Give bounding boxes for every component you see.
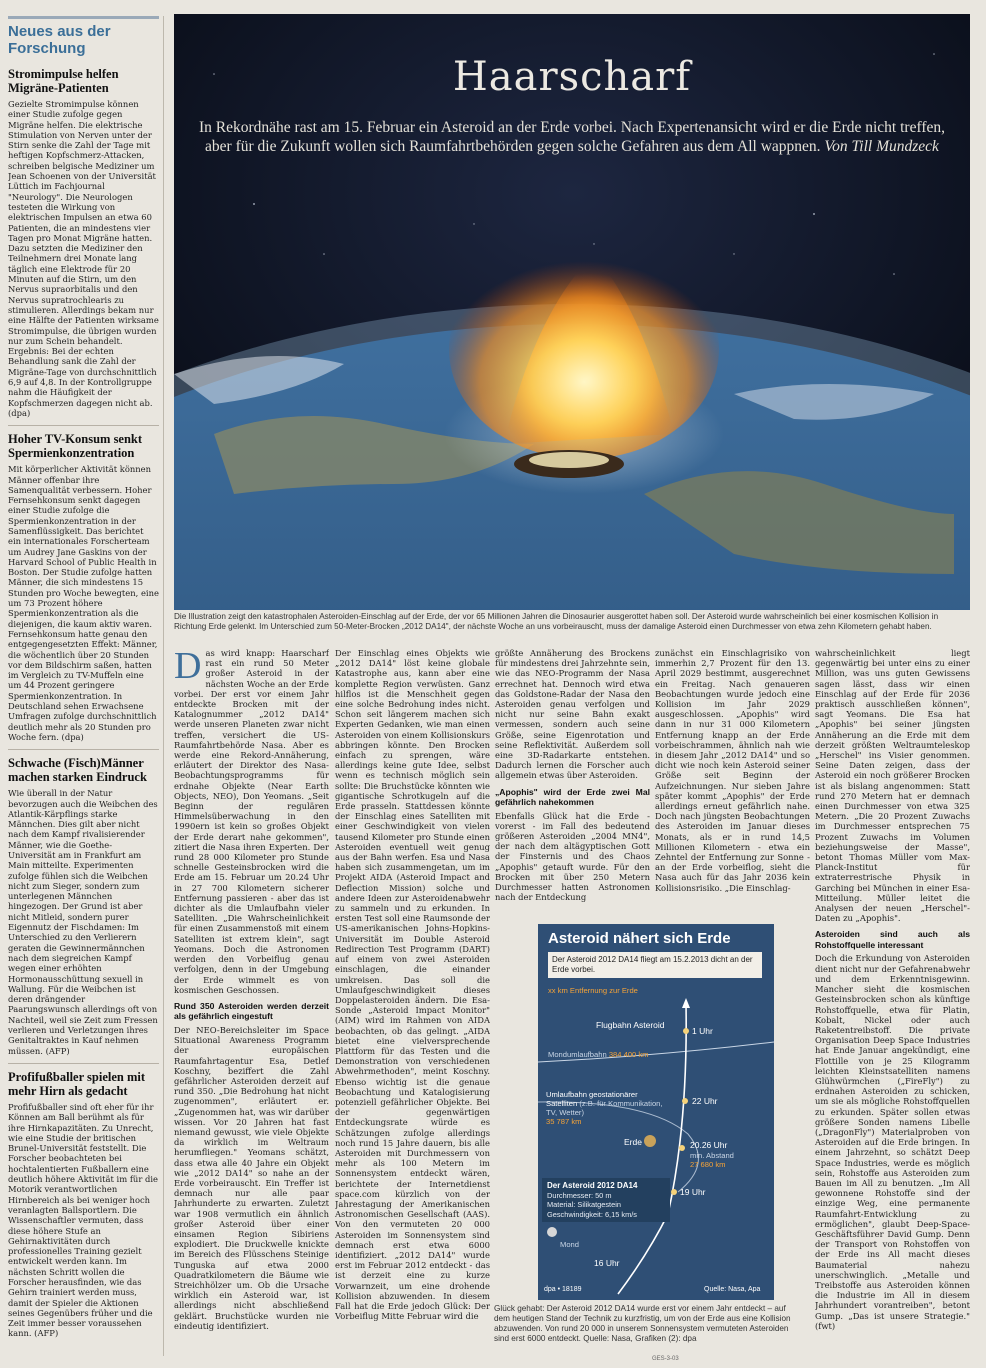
min-distance-value: 27 680 km [690, 1160, 726, 1169]
sidebar-article [8, 432, 159, 742]
facts-row [547, 1210, 665, 1220]
moon-label: Mond [560, 1240, 579, 1249]
facts-value: 6,15 km/s [604, 1209, 637, 1219]
geo-orbit-distance: 35 787 km [546, 1117, 582, 1126]
divider [8, 749, 159, 750]
time-22-uhr: 22 Uhr [692, 1096, 718, 1106]
dropcap: D [174, 648, 202, 687]
facts-key: Geschwindigkeit: [547, 1209, 603, 1219]
hero-illustration [174, 14, 970, 610]
body-text: wahrscheinlichkeit liegt gegenwärtig bei unter eins zu einer Million, was uns guten Gewissens sagen lässt, dass wir einen Einschlag auf der Erde für 2036 praktisch ausschließen können", sagt Yeomans. Die Esa hat „Apophis" bei seiner jüngsten Annäherung an die Erde mit dem derzeit größten Weltraumteleskop „Herschel" ins Visier genommen. Seine Daten zeigen, dass der Asteroid ein noch größerer Brocken ist als bislang angenommen: Statt rund 270 Metern hat er demnach einen Durchmesser von etwa 325 Metern. „Die 20 Prozent Zuwachs im Durchmesser entsprechen 75 Prozent Zuwachs im Volumen beziehungsweise der Masse", betont Thomas Müller vom Max-Planck-Institut für extraterrestrische Physik in Garching bei München in einer Esa-Mitteilung. Müller leitet die Analysen der neuen „Herschel"-Daten zu „Apophis". [815, 648, 970, 924]
body-text: Doch die Erkundung von Asteroiden dient nicht nur der Gefahrenabwehr und dem Erkenntnisgewinn. Mancher sieht die kosmischen Gesteinsbrocken schon als künftige Rohstoffquelle, etwa für Platin, Kobalt, Nickel oder auch Raketentreibstoff. Die private Organisation Deep Space Industries hat Ende Januar angekündigt, eine Flottille von je 25 Kilogramm leichten Kleinstsatelliten namens Glühwürmchen („FireFly") zu erdnahen Asteroiden zu schicken, um sie als mögliche Rohstoffquellen zu erkunden. Später sollen etwas größere Sonden namens Libelle („DragonFly") Materialproben von Asteroiden auf die Erde bringen. In einem Jahrzehnt, so schätzt Deep Space Industries, werde es möglich sein, Rohstoffe aus Asteroiden zum Bauen im All zu benutzen. „Im All gewonnene Rohstoffe sind der einzige Weg, eine permanente Raumfahrt-Entwicklung zu ermöglichen", glaubt Deep-Space-Geschäftsführer David Gump. Denn der Transport von Rohstoffen von der Erde ins All macht dieses Baumaterial nahezu unerschwinglich. „Metalle und Treibstoffe aus Asteroiden können die Industrie im All in diesem Jahrhundert vorantreiben", betont Gump. „Das ist unsere Strategie." (fwt) [815, 953, 970, 1331]
facts-value: Silikatgestein [577, 1200, 621, 1209]
graphic-id: dpa • 18189 [544, 1286, 582, 1293]
body-text: Der Einschlag eines Objekts wie „2012 DA14" löst keine globale Katastrophe aus, kann aber eine komplette Region verwüsten. Ganz hilflos ist die Menschheit gegen eine solche Bedrohung indes nicht. Schon seit längerem machen sich Experten Gedanken, wie man einen Asteroiden von einem Kollisionskurs abbringen könnte. Den Brocken einfach zu sprengen, wäre allerdings keine gute Idee, selbst wenn es technisch möglich sein sollte: Die Bruchstücke könnten wie gigantische Schrotkugeln auf die Erde prasseln. Stattdessen könnte der Einschlag eines Satelliten mit einer Geschwindigkeit von vielen tausend Kilometer pro Stunde einen Asteroiden eventuell weit genug aus der Bahn werfen. Esa und Nasa haben sich zusammengetan, um im Projekt AIDA (Asteroid Impact and Deflection Mission) solche und andere Ideen zur Asteroidenabwehr zu sammeln und zu erkunden. In ersten Test soll eine Raumsonde der US-amerikanischen Johns-Hopkins-Universität im Double Asteroid Redirection Test Programm (DART) auf einem von zwei Asteroiden einschlagen, die einander umkreisen. Das soll die Umlaufgeschwindigkeit dieses Doppelasteroiden ändern. Die Esa-Sonde „Asteroid Impact Monitor" (AIM) wird im Rahmen von AIDA beobachten, ob das gelingt. „AIDA bietet eine vielversprechende Plattform für das Testen und die Demonstration von verschiedenen Abwehrmethoden", meint Koschny. Ebenso wichtig ist die genaue Beobachtung und Katalogisierung potenziell gefährlicher Objekte. Bei der gegenwärtigen Entdeckungsrate würde es Schätzungen zufolge allerdings noch rund 15 Jahre dauern, bis alle Asteroiden mit Durchmessern von mehr als 100 Metern im Sonnensystem entdeckt wären, berichtete der Internetdienst space.com kürzlich von der Jahrestagung der Amerikanischen Astronomischen Gesellschaft (AAS). Von den vermuteten 20 000 Asteroiden im Sonnensystem sind demnach erst etwa 6000 identifiziert. „2012 DA14" wurde erst im Februar 2012 entdeckt - das ist derzeit eine zu kurze Vorwarnzeit, um eine drohende Kollision abzuwenden. In diesem Fall hat die Erde jedoch Glück: Der Vorbeiflug Mitte Februar wird die [335, 648, 490, 1322]
article-column-3 [495, 648, 650, 916]
time-1-uhr: 1 Uhr [692, 1026, 713, 1036]
sidebar-article [8, 1070, 159, 1339]
facts-value: 50 m [595, 1190, 612, 1200]
body-text: größte Annäherung des Brockens für mindestens drei Jahrzehnte sein, wie das NEO-Programm der Nasa errechnet hat. Dennoch wird etwa das Goldstone-Radar der Nasa den Asteroiden genau verfolgen und nicht nur seine Bahn exakt vermessen, sondern auch seine Größe, seine Eigenrotation und seine Reflektivität. Außerdem soll eine 3D-Radarkarte entstehen. Dadurch lernen die Forscher auch allgemein etwas über Asteroiden. [495, 648, 650, 781]
geo-orbit-name: Umlaufbahn geostationärer Satelliten [546, 1090, 638, 1108]
page-code: GES-3-03 [652, 1356, 679, 1362]
sidebar-article-title: Schwache (Fisch)Männer machen starken Eindruck [8, 756, 147, 785]
headline: Haarscharf [452, 54, 692, 100]
article-column-5 [815, 648, 970, 1353]
sidebar-article-title: Profifußballer spielen mit mehr Hirn als gedacht [8, 1069, 146, 1098]
geo-orbit-label [546, 1090, 666, 1126]
facts-title: Der Asteroid 2012 DA14 [547, 1181, 638, 1190]
divider [8, 1063, 159, 1064]
moon-orbit-name: Mondumlaufbahn [548, 1050, 607, 1059]
infographic-caption-text: Glück gehabt: Der Asteroid 2012 DA14 wurde erst vor einem Jahr entdeckt – auf dem heutigen Stand der Technik zu kurzfristig, um von der Erde aus eine Kollision abzuwenden. Von rund 20 000 in unserem Sonnensystem vermuteten Asteroiden sind erst 6000 entdeckt. [494, 1304, 791, 1343]
min-distance-label: min. Abstand [690, 1151, 734, 1160]
sidebar-heading-line2: Forschung [8, 40, 86, 57]
legend-distance: xx km Entfernung zur Erde [548, 986, 638, 995]
divider [8, 425, 159, 426]
body-text: as wird knapp: Haarscharf rast ein rund 50 Meter großer Asteroid in der nächsten Woche an der Erde vorbei. Der erst vor einem Jahr entdeckte Brocken mit der Katalognummer „2012 DA14" werde unseren Planeten zwar nicht treffen, versichert die US-Raumfahrtbehörde Nasa. Aber es werde eine Rekord-Annäherung, erläutert der Direktor des Nasa-Beobachtungsprogramms für erdnahe Objekte (Near Earth Objects, NEO), Don Yeomans. „Seit Beginn der regulären Himmelsüberwachung in den 1990ern ist kein so großes Objekt der Erde derart nahe gekommen", zitiert die Nasa ihren Experten. Der rund 28 000 Kilometer pro Stunde schnelle Gesteinsbrocken wird die Erde am 15. Februar um 20.24 Uhr in 27 700 Kilometern sicherer Entfernung passieren - aber das ist dichter als die Umlaufbahn vieler Satelliten. „Die Wahrscheinlichkeit für einen Zusammenstoß mit einem Satelliten ist extrem klein", sagt Yeomans. Doch die Astronomen werden den Vorbeiflug genau verfolgen, denn in der Umgebung der Erde wimmelt es von kosmischen Geschossen. [174, 648, 329, 995]
body-text: Ebenfalls Glück hat die Erde - vorerst - im Fall des bedeutend größeren Asteroiden „2004 MN4", der nach dem altägyptischen Gott der Finsternis und des Chaos „Apophis" getauft wurde. Für den Brocken mit über 250 Metern Durchmesser hatten Astronomen nach der Entdeckung [495, 810, 650, 903]
asteroid-impact-illustration [174, 14, 970, 610]
infographic-title: Asteroid nähert sich Erde [548, 930, 731, 947]
facts-row [547, 1200, 665, 1210]
sidebar-article [8, 756, 159, 1056]
sidebar-article-text: Profifußballer sind oft eher für ihr Können am Ball berühmt als für ihre Hirnkapazitäten. Zu Unrecht, wie eine Studie der britischen Brunel-Universität feststellt. Die Forscher beobachteten bei hochtalentierten Fußballern eine deutlich höhere Aktivität im für die Motorik verantwortlichen Hirnbereich als bei weniger hoch veranlagten Ballsportlern. Die Wissenschaftler vermuten, dass diese höhere Stufe an Gehirnaktivitäten durch professionelles Training gezielt entwickelt werden kann. Im nächsten Schritt wollen die Forscher herausfinden, wie das Gehirn trainiert werden muss, damit der Spieler die Aktionen seines Gegenübers früher und die Zeit immer besser voraussehen kann. (AFP) [8, 1101, 158, 1339]
moon-orbit-label [548, 1050, 649, 1059]
sidebar-article-text: Mit körperlicher Aktivität können Männer offenbar ihre Samenqualität verbessern. Hoher Fernsehkonsum senkt dagegen einer Studie zufolge die Spermienkonzentration in der Samenflüssigkeit. Das berichtet ein internationales Forscherteam um Audrey Jane Gaskins von der Harvard School of Public Health in Boston. Der Studie zufolge hatten Männer, die sich mindestens 15 Stunden pro Woche bewegten, eine um 73 Prozent höhere Spermienkonzentration als die diejenigen, die kaum aktiv waren. Fernsehkonsum hatte genau den entgegengesetzten Effekt: Männer, die wöchentlich über 20 Stunden vor dem Bildschirm saßen, hatten im Vergleich zu TV-Muffeln eine um 44 Prozent geringere Spermienkonzentration. In Deutschland sehen Erwachsene Umfragen zufolge durchschnittlich deutlich mehr als 20 Stunden pro Woche fern. (dpa) [8, 464, 159, 742]
time-16-uhr: 16 Uhr [594, 1258, 620, 1268]
earth-label: Erde [624, 1137, 642, 1147]
sidebar-article-title: Stromimpulse helfen Migräne-Patienten [8, 67, 119, 95]
article-column-1 [174, 648, 329, 1353]
article-column-4 [655, 648, 810, 916]
facts-row [547, 1191, 665, 1201]
asteroid-facts-box [542, 1178, 670, 1222]
body-text: zunächst ein Einschlagrisiko von immerhin 2,7 Prozent für den 13. April 2029 bestimmt, ausgerechnet ein Freitag. Nach genaueren Beobachtungen wurde jedoch eine Kollision im Jahr 2029 ausgeschlossen. „Apophis" wird dann in nur 31 000 Kilometern Entfernung knapp an der Erde vorbeischrammen, ähnlich nah wie in diesem Jahr „2012 DA14" und so dicht wie noch kein Asteroid seiner Größe seit Beginn der Aufzeichnungen. Nur sieben Jahre später kommt „Apophis" der Erde allerdings erneut gefährlich nahe. Doch nach jüngsten Beobachtungen des Asteroiden im Januar dieses Monats, als er in rund 14,5 Millionen Kilometern - etwa ein Zehntel der Entfernung zur Sonne - an der Erde vorbeiflog, sieht die Nasa auch für das Jahr 2036 kein Kollisionsrisiko. „Die Einschlag- [655, 648, 810, 893]
time-2026-uhr: 20.26 Uhr [690, 1140, 728, 1150]
body-text: Der NEO-Bereichsleiter im Space Situational Awareness Programm der europäischen Raumfahrtagentur Esa, Detlef Koschny, beziffert die Zahl gefährlicher Asteroiden derzeit auf rund 350. „Die Bedrohung hat nicht zugenommen", erläutert er. „Zugenommen hat, was wir darüber wissen. Vor 20 Jahren hat fast niemand gewusst, wie viele Objekte da wirklich im Weltraum herumfliegen." Yeomans schätzt, dass etwa alle 40 Jahre ein Objekt wie „2012 DA14" so nahe an der Erde vorbeirauscht. Ein Treffer ist demnach nur alle paar Jahrhunderte zu erwarten. Zuletzt war 1908 vermutlich ein ähnlich großer Asteroid über einer einsamen Region Sibiriens explodiert. Die Druckwelle knickte im Bereich des Flüsschens Steinige Tunguska auf etwa 2000 Quadratkilometern die Bäume wie Streichhölzer um. Ob die Ursache wirklich ein Asteroid war, ist allerdings nicht abschließend geklärt. Bruchstücke wurden nie eindeutig identifiziert. [174, 1024, 329, 1331]
sidebar-article-title: Hoher TV-Konsum senkt Spermienkonzentration [8, 432, 143, 461]
hero-caption: Die Illustration zeigt den katastrophalen Asteroiden-Einschlag auf der Erde, der vor 65 Millionen Jahren die Dinosaurier ausgerottet haben soll. Der Asteroid wurde wahrscheinlich bei einer kosmischen Kollision in Richtung Erde gelenkt. Im Unterschied zum 50-Meter-Brocken „2012 DA14", der nächste Woche an uns vorbeirauscht, muss der damalige Asteroid einen Durchmesser von etwa zehn Kilometern gehabt haben. [174, 612, 939, 631]
moon-orbit-distance: 384 400 km [608, 1050, 649, 1059]
graphic-source: Quelle: Nasa, Apa [704, 1286, 761, 1293]
author-byline: Von Till Mundzeck [824, 138, 939, 155]
flight-path-label: Flugbahn Asteroid [596, 1020, 665, 1030]
infographic-caption [494, 1304, 802, 1344]
article-column-2 [335, 648, 490, 1353]
infographic-credit: Quelle: Nasa, Grafiken (2): dpa [583, 1334, 697, 1343]
time-19-uhr: 19 Uhr [680, 1187, 706, 1197]
deck-text: In Rekordnähe rast am 15. Februar ein Asteroid an der Erde vorbei. Nach Expertenansicht wird er die Erde nicht treffen, aber für die Zukunft wollen sich Raumfahrtbehörden gegen solche Gefahren aus dem All wappnen. [198, 119, 946, 155]
subheading: „Apophis" wird der Erde zwei Mal gefährlich nahekommen [495, 786, 650, 808]
facts-key: Material: [547, 1200, 576, 1209]
subheading: Rund 350 Asteroiden werden derzeit als gefährlich eingestuft [174, 1000, 329, 1022]
geo-orbit-note: (z.B. für Kommunikation, TV, Wetter) [546, 1099, 663, 1117]
research-news-sidebar [8, 16, 164, 1356]
sidebar-article-text: Gezielte Stromimpulse können einer Studie zufolge gegen Migräne helfen. Die elektrische Stimulation von Nerven unter der Stirn senke die Zahl der Tage mit heftigen Kopfschmerz-Attacken, schreiben belgische Mediziner um Jean Schoenen von der Universität Lüttich im Fachjournal "Neurology". Die Neurologen testeten die Wirkung von elektrischen Impulsen an etwa 60 Patienten, die an mindestens vier Tagen pro Monat Migräne hatten. Dazu setzten die Mediziner den Teilnehmern drei Monate lang täglich eine Elektrode für 20 Minuten auf die Stirn, um den Nervus supraorbitalis und den Nervus supratrochlearis zu stimulieren. Allerdings bekam nur eine Hälfte der Patienten wirksame Stromimpulse, die übrigen wurden nur zum Schein behandelt. Ergebnis: Bei der echten Behandlung sank die Zahl der Migräne-Tage von durchschnittlich 6,9 auf 4,8. In der Kontrollgruppe nahm die Häufigkeit der Kopfschmerzen dagegen nicht ab. (dpa) [8, 99, 159, 418]
infographic-subtitle: Der Asteroid 2012 DA14 fliegt am 15.2.2013 dicht an der Erde vorbei. [548, 952, 762, 978]
sidebar-heading-line1: Neues aus der [8, 23, 111, 40]
sidebar-heading [8, 16, 159, 57]
facts-key: Durchmesser: [547, 1190, 593, 1200]
subheading: Asteroiden sind auch als Rohstoffquelle interessant [815, 929, 970, 950]
article-deck [194, 118, 950, 156]
asteroid-infographic [538, 924, 774, 1300]
sidebar-article-text: Wie überall in der Natur bevorzugen auch die Weibchen des Atlantik-Kärpflings starke Männchen. Dies gilt aber nicht nach dem Kampf rivalisierender Männer, wie die Goethe-Universität am in Frankfurt am Main mitteilte. Experimenten zufolge fühlen sich die Weibchen nicht zum Sieger, sondern zum unterlegenen Männchen hingezogen. Der Grund ist aber nicht Mitleid, sondern purer Eigennutz der Fischdamen: Im Unterschied zu den Verlierern geraten die Gewinnermännchen nach dem siegreichen Kampf wegen einer erhöhten Hormonausschüttung sexuell in Wallung. Für die Weibchen ist deren drängender Paarungswunsch allerdings oft von Nachteil, weil sie Zeit zum Fressen verlieren und Verletzungen ihres Genitaltraktes in Kauf nehmen müssen. (AFP) [8, 788, 158, 1056]
sidebar-article [8, 67, 159, 418]
